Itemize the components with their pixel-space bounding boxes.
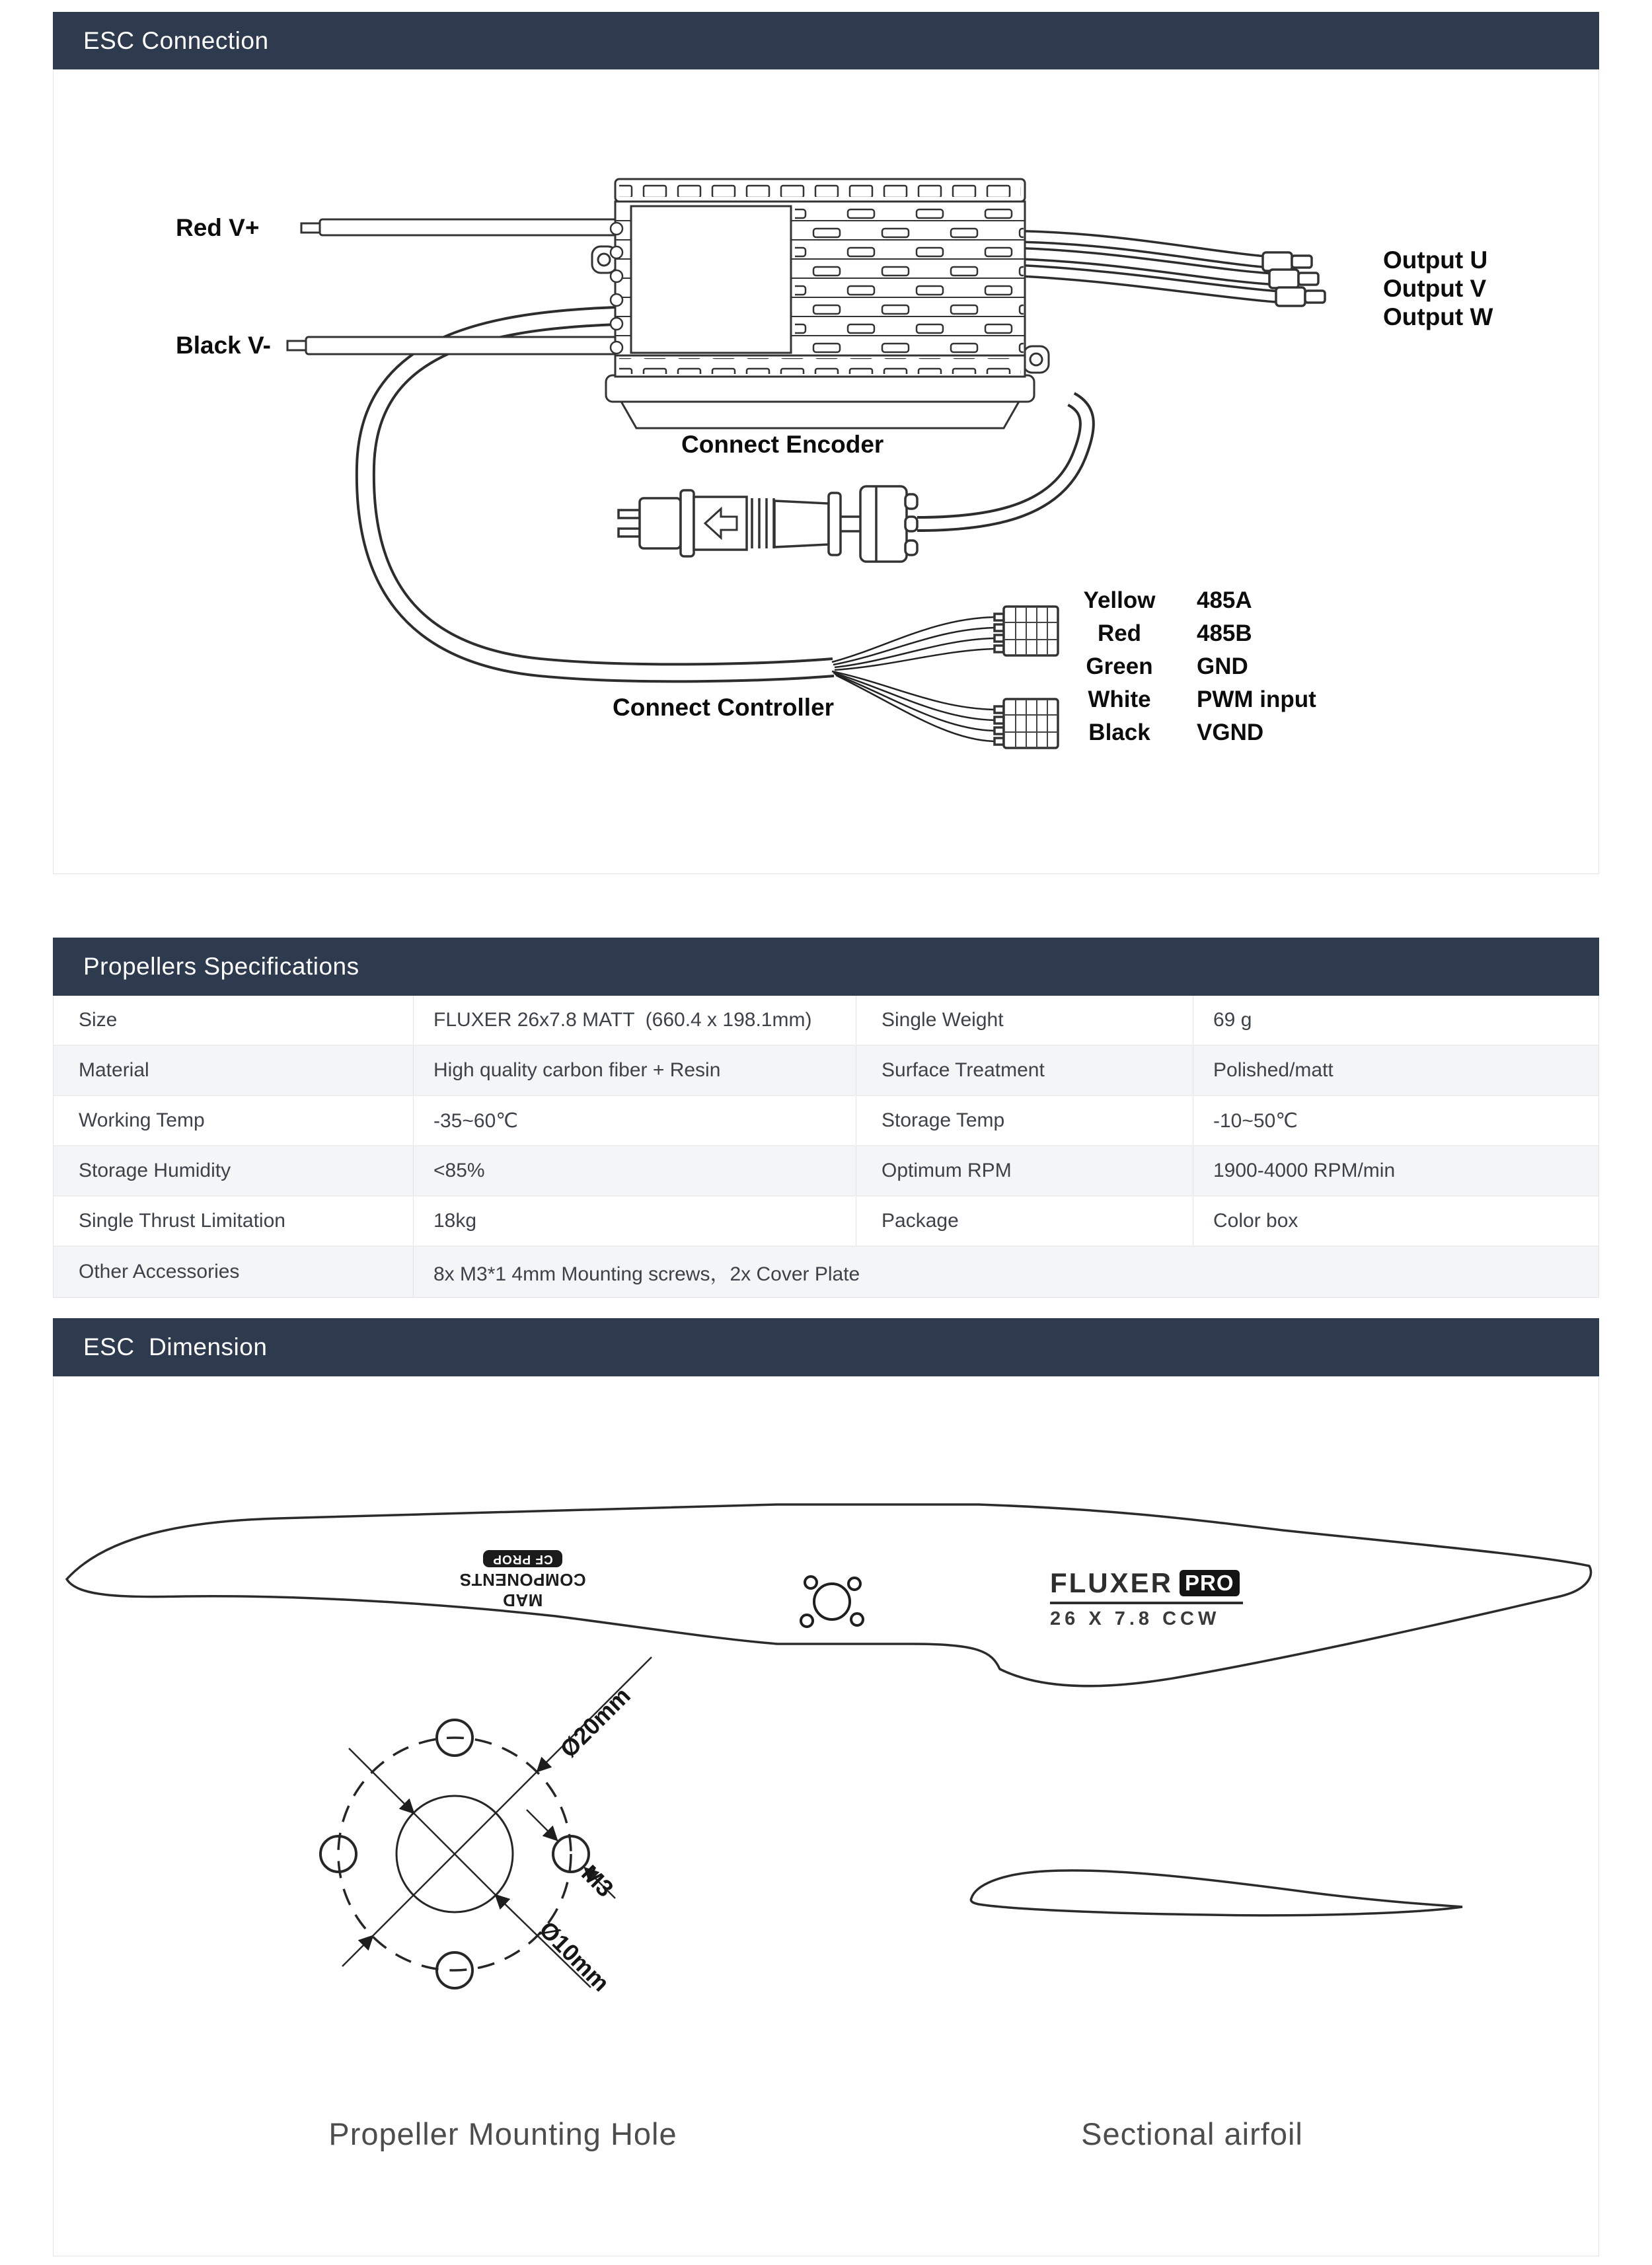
wire-row <box>1076 650 1316 683</box>
spec-value: 8x M3*1 4mm Mounting screws，2x Cover Plate <box>433 1263 860 1285</box>
spec-label: Optimum RPM <box>856 1146 1193 1195</box>
spec-value: Color box <box>1213 1210 1298 1232</box>
wire-signal: 485A <box>1197 587 1252 613</box>
blade-marking-mad <box>442 1550 603 1610</box>
bullet-connector-v <box>1269 270 1318 288</box>
encoder-connector <box>619 486 917 562</box>
spec-label: Package <box>856 1197 1193 1245</box>
spec-label: Storage Temp <box>856 1096 1193 1145</box>
wire-signal: VGND <box>1197 720 1264 745</box>
label-red-v-plus: Red V+ <box>176 214 260 241</box>
wire-signal: GND <box>1197 653 1248 679</box>
label-connect-controller: Connect Controller <box>613 694 835 721</box>
spec-value: 1900-4000 RPM/min <box>1213 1160 1396 1181</box>
power-wire-black-v-minus <box>287 337 617 354</box>
label-output-w: Output W <box>1383 303 1493 330</box>
section-header-propellers-specifications <box>53 938 1599 996</box>
signal-fanout-wires <box>832 617 995 741</box>
section-header-esc-connection <box>53 12 1599 70</box>
wire-row <box>1076 716 1316 749</box>
section-title: ESC Connection <box>83 27 269 54</box>
spec-value: <85% <box>414 1146 856 1195</box>
bullet-connector-w <box>1276 287 1325 306</box>
caption-mounting-hole: Propeller Mounting Hole <box>328 2116 677 2151</box>
model-name: FLUXER <box>1050 1567 1173 1598</box>
dim-label-center-hole: Ø10mm <box>534 1915 615 1997</box>
spec-label: Size <box>54 996 414 1045</box>
blade-marking-fluxer <box>1050 1567 1243 1630</box>
table-row <box>54 1096 1598 1146</box>
spec-value: Polished/matt <box>1213 1059 1333 1081</box>
spec-label: Other Accessories <box>54 1247 414 1297</box>
spec-label: Storage Humidity <box>54 1146 414 1195</box>
wire-signal-legend <box>1076 584 1316 749</box>
caption-sectional-airfoil: Sectional airfoil <box>1081 2116 1303 2151</box>
wire-color: Red <box>1097 620 1142 646</box>
spec-label: Single Weight <box>856 996 1193 1045</box>
spec-label: Working Temp <box>54 1096 414 1145</box>
spec-label: Material <box>54 1046 414 1095</box>
sectional-airfoil-drawing <box>971 1871 1462 1915</box>
label-output-u: Output U <box>1383 246 1488 274</box>
table-row <box>54 996 1598 1046</box>
spec-value: 18kg <box>414 1197 856 1245</box>
esc-body <box>592 179 1049 428</box>
label-outputs <box>1383 246 1493 331</box>
wire-color: Black <box>1088 720 1150 745</box>
pro-badge: PRO <box>1180 1570 1240 1596</box>
esc-dimension-panel <box>53 1376 1599 2256</box>
wire-row <box>1076 617 1316 650</box>
dim-label-thread: M3 <box>576 1859 619 1902</box>
wire-row <box>1076 584 1316 617</box>
brand-text: MAD COMPONENTS <box>459 1570 586 1610</box>
propeller-top-view <box>67 1504 1591 1686</box>
spec-value: High quality carbon fiber + Resin <box>414 1046 856 1095</box>
table-row <box>54 1197 1598 1247</box>
label-black-v-minus: Black V- <box>176 332 271 359</box>
wire-signal: 485B <box>1197 620 1252 646</box>
label-output-v: Output V <box>1383 275 1487 302</box>
dim-label-bolt-circle: Ø20mm <box>554 1682 636 1763</box>
output-wires <box>1024 237 1325 306</box>
section-title: ESC Dimension <box>83 1333 268 1360</box>
spec-value: -10~50℃ <box>1213 1109 1298 1132</box>
model-size: 26 X 7.8 CCW <box>1050 1608 1220 1629</box>
esc-connection-diagram <box>54 70 1598 875</box>
section-header-esc-dimension <box>53 1318 1599 1376</box>
bullet-connector-u <box>1263 252 1312 271</box>
esc-connection-panel <box>53 69 1599 874</box>
wire-color: Yellow <box>1083 587 1156 613</box>
wire-signal: PWM input <box>1197 687 1316 712</box>
power-wire-red-v-plus <box>301 219 617 235</box>
wire-color: White <box>1088 687 1151 712</box>
propeller-specs-table <box>53 996 1599 1298</box>
esc-label-area <box>631 206 791 353</box>
label-connect-encoder: Connect Encoder <box>681 431 884 458</box>
spec-value: FLUXER 26x7.8 MATT (660.4 x 198.1mm) <box>414 996 856 1045</box>
spec-value: 69 g <box>1213 1009 1252 1031</box>
cf-prop-badge: CF PROP <box>483 1550 562 1567</box>
spec-label: Surface Treatment <box>856 1046 1193 1095</box>
table-row <box>54 1146 1598 1197</box>
spec-label: Single Thrust Limitation <box>54 1197 414 1245</box>
controller-connector-b <box>995 699 1058 748</box>
controller-connector-a <box>995 607 1058 655</box>
section-title: Propellers Specifications <box>83 953 359 980</box>
table-row <box>54 1247 1598 1297</box>
table-row <box>54 1046 1598 1096</box>
wire-row <box>1076 683 1316 716</box>
wire-color: Green <box>1086 653 1153 679</box>
spec-value: -35~60℃ <box>414 1096 856 1145</box>
